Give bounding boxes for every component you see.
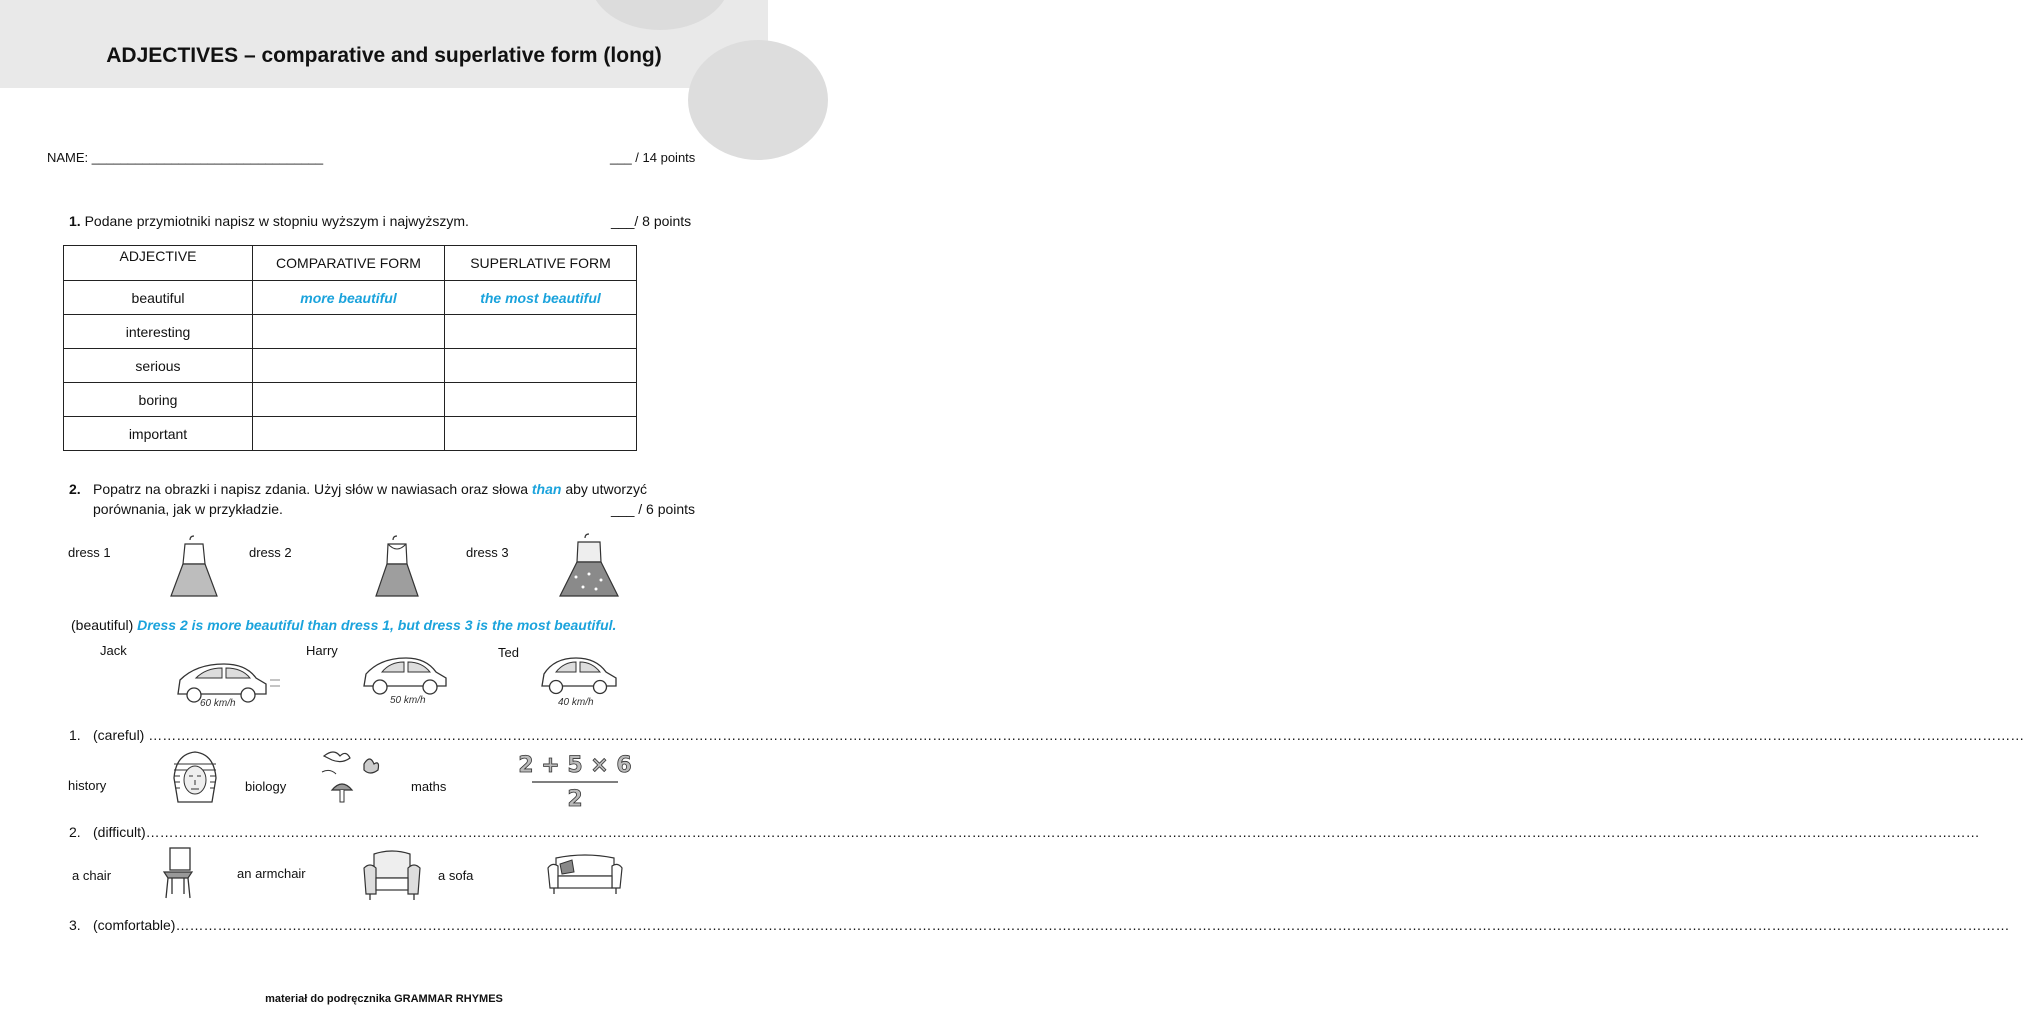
- table-header-row: [64, 246, 637, 281]
- column-header: SUPERLATIVE FORM: [445, 246, 637, 281]
- subject-label: maths: [411, 779, 447, 794]
- keyword-than: than: [531, 481, 562, 497]
- dress-label: dress 3: [466, 545, 509, 560]
- task1-number: 1.: [69, 213, 81, 229]
- item-number: 3.: [69, 917, 81, 933]
- dress-2-icon: [368, 534, 426, 604]
- table-row: [64, 349, 637, 383]
- table-row: [64, 281, 637, 315]
- total-points: ___ / 14 points: [610, 150, 696, 165]
- page-title: ADJECTIVES – comparative and superlative form (long): [106, 44, 662, 67]
- dress-3-icon: [556, 532, 622, 604]
- task1-instruction: [69, 213, 469, 229]
- adjective-cell: beautiful: [64, 281, 253, 315]
- furniture-label: a sofa: [438, 868, 474, 883]
- comparative-cell[interactable]: [253, 383, 445, 417]
- answer-line-comfortable[interactable]: (comfortable)……………………………………………………………………………………………………………………………………………………………………………………………………………………………………………………………………………………………………………………………………………………………: [93, 917, 2010, 933]
- adjective-cell: interesting: [64, 315, 253, 349]
- task2-points: ___ / 6 points: [611, 501, 696, 517]
- task2-number: 2.: [69, 481, 81, 497]
- formula-bottom: 2: [567, 787, 583, 812]
- pharaoh-icon: [166, 748, 224, 806]
- column-header: COMPARATIVE FORM: [253, 246, 445, 281]
- furniture-label: an armchair: [237, 866, 306, 881]
- task2-instruction: Popatrz na obrazki i napisz zdania. Użyj słów w nawiasach oraz słowa than aby utworzyć: [93, 481, 648, 497]
- task1-points: ___/ 8 points: [611, 213, 692, 229]
- sofa-icon: [546, 850, 624, 896]
- table-row: [64, 417, 637, 451]
- nature-icon: [318, 746, 384, 808]
- example-word: (beautiful): [71, 617, 134, 633]
- car-owner: Ted: [498, 645, 519, 660]
- subject-label: biology: [245, 779, 287, 794]
- item-number: 1.: [69, 727, 81, 743]
- car-icon: [538, 652, 622, 700]
- dress-label: dress 2: [249, 545, 292, 560]
- column-header: ADJECTIVE: [64, 246, 253, 281]
- dress-label: dress 1: [68, 545, 111, 560]
- formula-top: 2 + 5 × 6: [518, 753, 632, 778]
- answer-line-difficult[interactable]: (difficult)……………………………………………………………………………………………………………………………………………………………………………………………………………………………………………………………………………………………………………………………………………………………: [93, 824, 1980, 840]
- car-owner: Jack: [100, 643, 127, 658]
- table-row: [64, 383, 637, 417]
- comparative-cell[interactable]: [253, 349, 445, 383]
- superlative-cell[interactable]: [445, 417, 637, 451]
- furniture-label: a chair: [72, 868, 112, 883]
- superlative-cell[interactable]: [445, 383, 637, 417]
- maths-formula-image: [518, 748, 632, 812]
- car-speed: 60 km/h: [200, 698, 236, 709]
- decorative-circle: [590, 0, 730, 30]
- adjective-cell: serious: [64, 349, 253, 383]
- answer-line-careful[interactable]: (careful) ……………………………………………………………………………………………………………………………………………………………………………………………………………………………………………………………………………………………………………………………………………………………………: [93, 727, 2024, 743]
- car-owner: Harry: [306, 643, 338, 658]
- comparative-cell[interactable]: [253, 315, 445, 349]
- car-speed: 50 km/h: [390, 695, 426, 706]
- subject-label: history: [68, 778, 107, 793]
- example-sentence: [71, 617, 616, 633]
- name-field-label: NAME: ________________________________: [47, 150, 324, 165]
- footer-text: materiał do podręcznika GRAMMAR RHYMES: [265, 993, 503, 1005]
- task1-text: Podane przymiotniki napisz w stopniu wyższym i najwyższym.: [84, 213, 469, 229]
- armchair-icon: [362, 848, 422, 904]
- comparative-cell[interactable]: more beautiful: [253, 281, 445, 315]
- comparative-cell[interactable]: [253, 417, 445, 451]
- task2-instruction-line2: porównania, jak w przykładzie.: [93, 501, 283, 517]
- adjective-cell: important: [64, 417, 253, 451]
- superlative-cell[interactable]: [445, 315, 637, 349]
- example-answer: Dress 2 is more beautiful than dress 1, but dress 3 is the most beautiful.: [137, 617, 617, 633]
- table-row: [64, 315, 637, 349]
- page-header: [0, 0, 768, 88]
- dress-1-icon: [165, 534, 223, 604]
- superlative-cell[interactable]: the most beautiful: [445, 281, 637, 315]
- superlative-cell[interactable]: [445, 349, 637, 383]
- adjective-cell: boring: [64, 383, 253, 417]
- chair-icon: [158, 844, 198, 900]
- item-number: 2.: [69, 824, 81, 840]
- car-speed: 40 km/h: [558, 697, 594, 708]
- adjectives-table: [63, 245, 637, 451]
